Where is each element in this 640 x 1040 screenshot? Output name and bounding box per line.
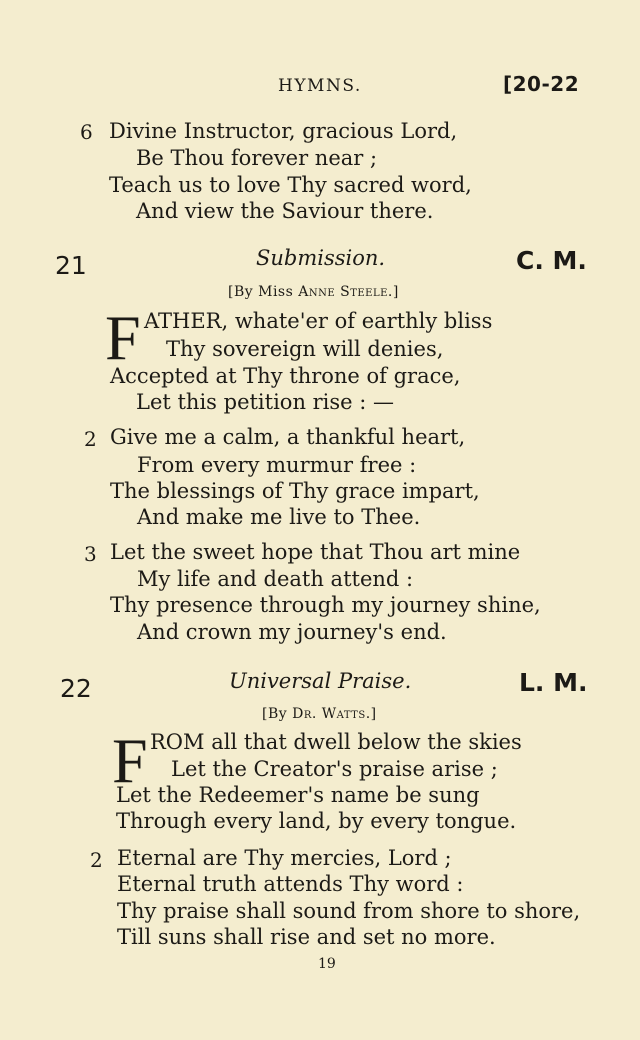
verse-line: From every murmur free : bbox=[137, 453, 417, 477]
verse-line: ATHER, whate'er of earthly bliss bbox=[144, 309, 493, 333]
verse-line: Eternal truth attends Thy word : bbox=[117, 872, 464, 896]
verse-line: Give me a calm, a thankful heart, bbox=[110, 425, 466, 449]
verse-line: Accepted at Thy throne of grace, bbox=[110, 364, 461, 388]
drop-cap: F bbox=[105, 302, 141, 373]
verse-line: And crown my journey's end. bbox=[137, 620, 447, 644]
hymn-attribution: [By Dr. Watts.] bbox=[262, 706, 377, 722]
hymn-title: Submission. bbox=[256, 246, 386, 270]
verse-line: My life and death attend : bbox=[137, 567, 414, 591]
hymn-meter: L. M. bbox=[519, 668, 588, 697]
page-number: 19 bbox=[318, 956, 336, 972]
verse-line: Let the sweet hope that Thou art mine bbox=[110, 540, 521, 564]
hymn-number: 22 bbox=[60, 674, 92, 703]
verse-line: ROM all that dwell below the skies bbox=[150, 730, 522, 754]
verse-line: Let the Creator's praise arise ; bbox=[171, 757, 498, 781]
hymn-attribution: [By Miss Anne Steele.] bbox=[228, 284, 399, 300]
verse-line: Divine Instructor, gracious Lord, bbox=[109, 119, 458, 143]
verse-line: Till suns shall rise and set no more. bbox=[117, 925, 496, 949]
verse-line: Let the Redeemer's name be sung bbox=[116, 783, 480, 807]
verse-line: And view the Saviour there. bbox=[136, 199, 434, 223]
verse-line: The blessings of Thy grace impart, bbox=[110, 479, 480, 503]
verse-number: 3 bbox=[84, 542, 97, 566]
hymn-meter: C. M. bbox=[516, 246, 587, 275]
verse-number: 2 bbox=[90, 848, 103, 872]
verse-line: Thy sovereign will denies, bbox=[166, 337, 444, 361]
hymn-range: [20-22 bbox=[503, 72, 580, 96]
verse-line: Be Thou forever near ; bbox=[136, 146, 378, 170]
verse-line: Through every land, by every tongue. bbox=[116, 809, 517, 833]
running-header-title: HYMNS. bbox=[278, 76, 362, 96]
hymn-number: 21 bbox=[55, 251, 87, 280]
drop-cap: F bbox=[112, 725, 148, 796]
verse-line: Thy presence through my journey shine, bbox=[110, 593, 541, 617]
verse-line: And make me live to Thee. bbox=[137, 505, 421, 529]
hymn-title: Universal Praise. bbox=[229, 669, 412, 693]
verse-line: Teach us to love Thy sacred word, bbox=[109, 173, 472, 197]
verse-line: Let this petition rise : — bbox=[136, 390, 395, 414]
verse-number: 6 bbox=[80, 120, 93, 144]
verse-line: Eternal are Thy mercies, Lord ; bbox=[117, 846, 452, 870]
verse-line: Thy praise shall sound from shore to shore, bbox=[117, 899, 581, 923]
verse-number: 2 bbox=[84, 427, 97, 451]
